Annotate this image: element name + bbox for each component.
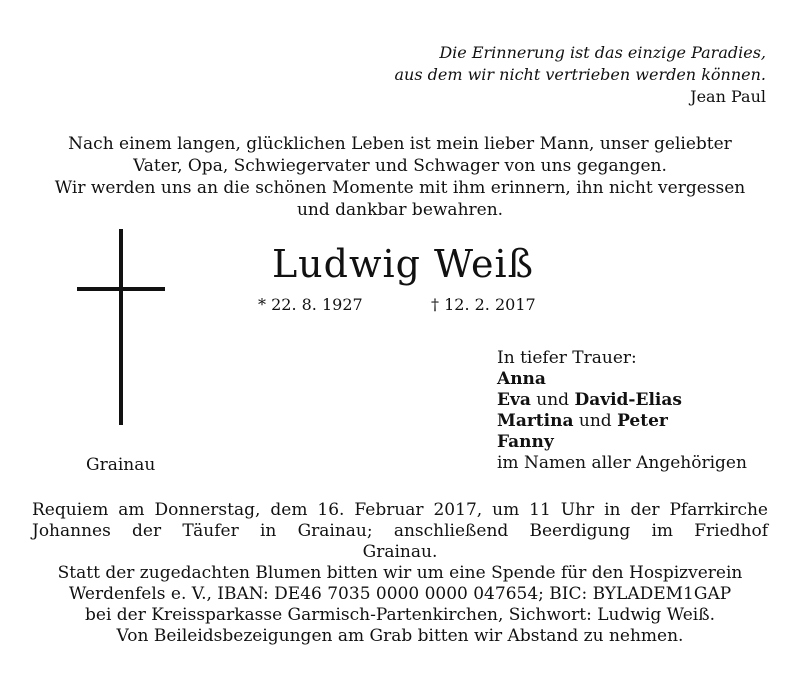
intro-line: und dankbar bewahren. [296, 200, 504, 220]
mourner-row [497, 390, 747, 411]
intro-line: Nach einem langen, glücklichen Leben ist mein lieber Mann, unser geliebter [68, 134, 732, 154]
mourners-heading: In tiefer Trauer: [497, 348, 637, 368]
intro-text [28, 133, 772, 221]
mourner-row [497, 432, 747, 453]
deceased-name: Ludwig Weiß [271, 242, 535, 286]
mourner-row [497, 411, 747, 432]
quote-author: Jean Paul [690, 87, 766, 106]
intro-line: Wir werden uns an die schönen Momente mit ihm erinnern, ihn nicht vergessen [54, 178, 746, 198]
mourner-row [497, 369, 747, 390]
service-line: Requiem am Donnerstag, dem 16. Februar 2017, um 11 Uhr in der Pfarrkirche [32, 500, 768, 520]
service-line: Johannes der Täufer in Grainau; anschließend Beerdigung im Friedhof [32, 521, 768, 541]
mourner-name: Martina [497, 411, 574, 431]
mourner-name: David-Elias [574, 390, 682, 410]
condolence-note: Von Beileidsbezeigungen am Grab bitten wir Abstand zu nehmen. [116, 626, 684, 646]
place-name: Grainau [86, 455, 156, 475]
mourner-name: Fanny [497, 432, 554, 452]
cross-vertical-bar [119, 229, 123, 425]
intro-line: Vater, Opa, Schwiegervater und Schwager von uns gegangen. [133, 156, 667, 176]
death-date: † 12. 2. 2017 [431, 295, 536, 314]
mourner-name: Eva [497, 390, 531, 410]
service-line: Grainau. [362, 542, 438, 562]
quote-line: Die Erinnerung ist das einzige Paradies, [439, 43, 766, 62]
donation-line: Statt der zugedachten Blumen bitten wir um eine Spende für den Hospizverein [57, 563, 743, 583]
service-info [32, 500, 768, 647]
mourners-closing: im Namen aller Angehörigen [497, 453, 747, 473]
mourners-list [497, 348, 747, 474]
donation-line: bei der Kreissparkasse Garmisch-Partenkirchen, Sichwort: Ludwig Weiß. [85, 605, 715, 625]
quote-line: aus dem wir nicht vertrieben werden können. [394, 65, 766, 84]
birth-date: * 22. 8. 1927 [258, 295, 363, 314]
mourner-name: Anna [497, 369, 546, 389]
mourner-joiner: und [530, 390, 575, 410]
donation-line: Werdenfels e. V., IBAN: DE46 7035 0000 0000 047654; BIC: BYLADEM1GAP [68, 584, 732, 604]
cross-icon [77, 229, 165, 425]
cross-horizontal-bar [77, 287, 165, 291]
mourner-name: Peter [617, 411, 668, 431]
quote-block [395, 42, 767, 108]
mourner-joiner: und [573, 411, 618, 431]
